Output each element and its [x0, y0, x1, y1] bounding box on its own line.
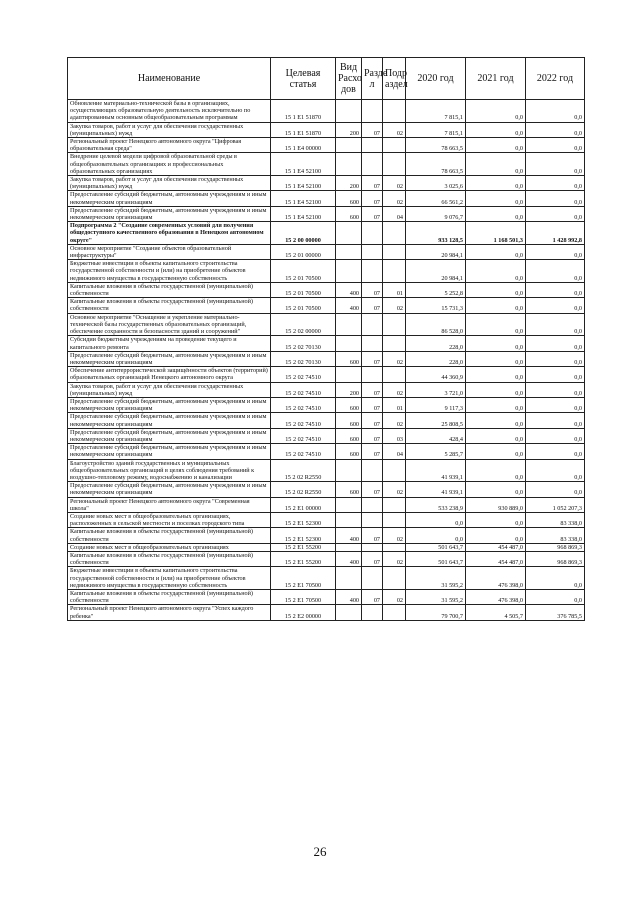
cell-subsection	[383, 543, 406, 551]
cell-name: Региональный проект Ненецкого автономного округа "Современная школа"	[68, 497, 271, 512]
cell-section	[362, 497, 383, 512]
cell-year-2022: 0,0	[526, 444, 585, 459]
cell-name: Предоставление субсидий бюджетным, автономным учреждениям и иным некоммерческим организациям	[68, 206, 271, 221]
cell-year-2020: 3 721,0	[406, 382, 466, 397]
cell-section: 07	[362, 444, 383, 459]
cell-target-article: 15 2 E1 55200	[271, 543, 336, 551]
cell-name: Подпрограмма 2 "Создание современных условий для получения общедоступного качественного образования в Ненецком автономном округе"	[68, 222, 271, 245]
cell-year-2021: 0,0	[466, 191, 526, 206]
cell-year-2022: 1 052 207,3	[526, 497, 585, 512]
cell-section: 07	[362, 206, 383, 221]
table-row	[68, 351, 585, 366]
cell-section: 07	[362, 528, 383, 543]
table-row	[68, 367, 585, 382]
cell-year-2021: 0,0	[466, 153, 526, 176]
cell-name: Предоставление субсидий бюджетным, автономным учреждениям и иным некоммерческим организациям	[68, 351, 271, 366]
cell-name: Предоставление субсидий бюджетным, автономным учреждениям и иным некоммерческим организациям	[68, 482, 271, 497]
cell-year-2020: 5 285,7	[406, 444, 466, 459]
table-row	[68, 444, 585, 459]
cell-expense-type	[336, 567, 362, 590]
cell-expense-type: 200	[336, 176, 362, 191]
cell-year-2021: 0,0	[466, 313, 526, 336]
cell-expense-type: 600	[336, 482, 362, 497]
cell-subsection: 02	[383, 482, 406, 497]
cell-expense-type: 200	[336, 122, 362, 137]
cell-subsection	[383, 336, 406, 351]
cell-year-2020: 79 700,7	[406, 605, 466, 620]
cell-expense-type	[336, 153, 362, 176]
cell-year-2020: 0,0	[406, 528, 466, 543]
cell-target-article: 15 2 E1 52300	[271, 512, 336, 527]
cell-year-2020: 31 595,2	[406, 590, 466, 605]
cell-subsection	[383, 222, 406, 245]
cell-year-2021: 0,0	[466, 100, 526, 123]
cell-expense-type	[336, 313, 362, 336]
cell-expense-type	[336, 543, 362, 551]
cell-year-2022: 0,0	[526, 244, 585, 259]
cell-year-2022: 0,0	[526, 206, 585, 221]
cell-target-article: 15 2 02 70130	[271, 336, 336, 351]
cell-year-2021: 0,0	[466, 482, 526, 497]
cell-year-2020: 20 984,1	[406, 244, 466, 259]
cell-section: 07	[362, 191, 383, 206]
cell-target-article: 15 2 02 R2550	[271, 482, 336, 497]
table-row	[68, 244, 585, 259]
cell-target-article: 15 2 02 74510	[271, 367, 336, 382]
cell-subsection: 04	[383, 206, 406, 221]
cell-target-article: 15 2 02 R2550	[271, 459, 336, 482]
cell-target-article: 15 1 E4 00000	[271, 138, 336, 153]
cell-year-2022: 0,0	[526, 336, 585, 351]
header-subsection: Подр аздел	[383, 58, 406, 100]
cell-year-2020: 86 528,0	[406, 313, 466, 336]
cell-year-2021: 0,0	[466, 282, 526, 297]
cell-expense-type	[336, 222, 362, 245]
cell-subsection	[383, 244, 406, 259]
table-row	[68, 551, 585, 566]
cell-year-2021: 0,0	[466, 176, 526, 191]
table-row	[68, 382, 585, 397]
cell-section: 07	[362, 282, 383, 297]
cell-section	[362, 138, 383, 153]
cell-year-2021: 930 889,0	[466, 497, 526, 512]
cell-target-article: 15 2 E1 00000	[271, 497, 336, 512]
cell-target-article: 15 1 E1 51870	[271, 122, 336, 137]
cell-year-2021: 1 168 501,3	[466, 222, 526, 245]
cell-expense-type: 400	[336, 298, 362, 313]
cell-target-article: 15 2 00 00000	[271, 222, 336, 245]
cell-target-article: 15 1 E4 52100	[271, 191, 336, 206]
cell-year-2020: 9 076,7	[406, 206, 466, 221]
cell-year-2021: 0,0	[466, 244, 526, 259]
cell-subsection: 02	[383, 176, 406, 191]
cell-section: 07	[362, 397, 383, 412]
cell-year-2022: 0,0	[526, 122, 585, 137]
cell-name: Обновление материально-технической базы в организациях, осуществляющих образовательную деятельность исключительно по адаптированным основным общеобразовательным программам	[68, 100, 271, 123]
cell-name: Предоставление субсидий бюджетным, автономным учреждениям и иным некоммерческим организациям	[68, 413, 271, 428]
cell-year-2020: 31 595,2	[406, 567, 466, 590]
cell-year-2021: 476 398,0	[466, 567, 526, 590]
header-section: Разде л	[362, 58, 383, 100]
cell-subsection: 02	[383, 191, 406, 206]
cell-year-2021: 0,0	[466, 459, 526, 482]
table-row	[68, 222, 585, 245]
cell-year-2020: 533 238,9	[406, 497, 466, 512]
cell-subsection: 03	[383, 428, 406, 443]
cell-target-article: 15 2 01 70500	[271, 282, 336, 297]
table-row	[68, 100, 585, 123]
cell-name: Капитальные вложения в объекты государственной (муниципальной) собственности	[68, 282, 271, 297]
cell-name: Создание новых мест в общеобразовательных организациях, расположенных в сельской местности и поселках городского типа	[68, 512, 271, 527]
table-row	[68, 260, 585, 283]
cell-expense-type	[336, 512, 362, 527]
cell-expense-type: 600	[336, 413, 362, 428]
cell-section	[362, 153, 383, 176]
cell-expense-type: 400	[336, 282, 362, 297]
cell-expense-type: 600	[336, 351, 362, 366]
cell-subsection	[383, 153, 406, 176]
cell-year-2020: 41 939,1	[406, 459, 466, 482]
table-row	[68, 313, 585, 336]
cell-target-article: 15 2 01 70500	[271, 260, 336, 283]
cell-year-2022: 83 338,0	[526, 512, 585, 527]
cell-target-article: 15 2 02 00000	[271, 313, 336, 336]
cell-year-2021: 0,0	[466, 444, 526, 459]
cell-target-article: 15 2 E1 55200	[271, 551, 336, 566]
cell-year-2022: 0,0	[526, 153, 585, 176]
cell-expense-type: 400	[336, 528, 362, 543]
cell-name: Основное мероприятие "Оснащение и укрепление материально-технической базы государственных образовательных организаций, обеспечение сохранности и безопасности зданий и сооружений"	[68, 313, 271, 336]
cell-expense-type: 600	[336, 206, 362, 221]
header-year-2021: 2021 год	[466, 58, 526, 100]
cell-section: 07	[362, 122, 383, 137]
cell-section	[362, 459, 383, 482]
cell-year-2022: 0,0	[526, 260, 585, 283]
cell-year-2022: 0,0	[526, 413, 585, 428]
cell-section: 07	[362, 382, 383, 397]
table-row	[68, 528, 585, 543]
table-row	[68, 298, 585, 313]
cell-year-2020: 9 117,3	[406, 397, 466, 412]
cell-section	[362, 100, 383, 123]
cell-target-article: 15 1 E1 51870	[271, 100, 336, 123]
cell-expense-type	[336, 367, 362, 382]
cell-year-2022: 0,0	[526, 138, 585, 153]
cell-target-article: 15 1 E4 52100	[271, 206, 336, 221]
cell-expense-type: 600	[336, 428, 362, 443]
cell-name: Закупка товаров, работ и услуг для обеспечения государственных (муниципальных) нужд	[68, 176, 271, 191]
cell-name: Предоставление субсидий бюджетным, автономным учреждениям и иным некоммерческим организациям	[68, 428, 271, 443]
cell-section	[362, 244, 383, 259]
cell-expense-type	[336, 244, 362, 259]
cell-target-article: 15 1 E4 52100	[271, 176, 336, 191]
cell-subsection	[383, 100, 406, 123]
cell-year-2022: 968 869,3	[526, 543, 585, 551]
cell-subsection	[383, 605, 406, 620]
cell-name: Бюджетные инвестиции в объекты капитального строительства государственной собственности и (или) на приобретение объектов недвижимого имущества в государственную собственность	[68, 260, 271, 283]
cell-target-article: 15 2 02 74510	[271, 397, 336, 412]
cell-year-2022: 0,0	[526, 482, 585, 497]
cell-year-2020: 933 128,5	[406, 222, 466, 245]
cell-expense-type: 200	[336, 382, 362, 397]
cell-year-2021: 0,0	[466, 528, 526, 543]
cell-year-2020: 41 939,1	[406, 482, 466, 497]
cell-subsection: 04	[383, 444, 406, 459]
header-row	[68, 58, 585, 100]
cell-year-2020: 15 731,3	[406, 298, 466, 313]
cell-section: 07	[362, 428, 383, 443]
table-body	[68, 100, 585, 621]
cell-year-2021: 0,0	[466, 138, 526, 153]
cell-name: Капитальные вложения в объекты государственной (муниципальной) собственности	[68, 298, 271, 313]
cell-name: Бюджетные инвестиции в объекты капитального строительства государственной собственности и (или) на приобретение объектов недвижимого имущества в государственную собственность	[68, 567, 271, 590]
cell-section: 07	[362, 590, 383, 605]
cell-target-article: 15 2 E1 70500	[271, 567, 336, 590]
cell-subsection: 01	[383, 397, 406, 412]
cell-year-2020: 228,0	[406, 336, 466, 351]
cell-year-2020: 501 643,7	[406, 551, 466, 566]
cell-expense-type: 600	[336, 397, 362, 412]
cell-year-2022: 0,0	[526, 282, 585, 297]
cell-expense-type: 400	[336, 551, 362, 566]
cell-year-2022: 0,0	[526, 191, 585, 206]
cell-subsection	[383, 497, 406, 512]
cell-subsection: 02	[383, 590, 406, 605]
cell-year-2022: 0,0	[526, 298, 585, 313]
cell-target-article: 15 2 02 74510	[271, 428, 336, 443]
cell-name: Создание новых мест в общеобразовательных организациях	[68, 543, 271, 551]
cell-section	[362, 605, 383, 620]
cell-year-2020: 78 663,5	[406, 138, 466, 153]
cell-name: Благоустройство зданий государственных и муниципальных общеобразовательных организаций в целях соблюдения требований к воздушно-тепловому режиму, водоснабжению и канализации	[68, 459, 271, 482]
cell-subsection: 02	[383, 551, 406, 566]
table-row	[68, 543, 585, 551]
cell-section: 07	[362, 551, 383, 566]
cell-subsection	[383, 459, 406, 482]
cell-year-2021: 0,0	[466, 122, 526, 137]
cell-name: Закупка товаров, работ и услуг для обеспечения государственных (муниципальных) нужд	[68, 122, 271, 137]
cell-year-2021: 0,0	[466, 260, 526, 283]
header-target-article: Целевая статья	[271, 58, 336, 100]
cell-section	[362, 260, 383, 283]
cell-section: 07	[362, 413, 383, 428]
cell-year-2021: 0,0	[466, 397, 526, 412]
cell-year-2020: 5 252,8	[406, 282, 466, 297]
cell-subsection: 01	[383, 282, 406, 297]
table-row	[68, 482, 585, 497]
cell-year-2021: 4 505,7	[466, 605, 526, 620]
cell-year-2022: 968 869,3	[526, 551, 585, 566]
cell-year-2022: 0,0	[526, 176, 585, 191]
cell-expense-type	[336, 260, 362, 283]
cell-target-article: 15 2 02 70130	[271, 351, 336, 366]
cell-year-2022: 0,0	[526, 459, 585, 482]
cell-year-2022: 0,0	[526, 428, 585, 443]
cell-year-2021: 454 487,0	[466, 543, 526, 551]
table-row	[68, 191, 585, 206]
cell-year-2020: 25 808,5	[406, 413, 466, 428]
cell-name: Капитальные вложения в объекты государственной (муниципальной) собственности	[68, 551, 271, 566]
cell-year-2022: 0,0	[526, 367, 585, 382]
cell-target-article: 15 2 E2 00000	[271, 605, 336, 620]
cell-target-article: 15 2 02 74510	[271, 444, 336, 459]
cell-subsection	[383, 260, 406, 283]
cell-expense-type	[336, 336, 362, 351]
cell-year-2020: 20 984,1	[406, 260, 466, 283]
cell-subsection: 02	[383, 351, 406, 366]
cell-subsection	[383, 567, 406, 590]
table-row	[68, 206, 585, 221]
cell-expense-type	[336, 497, 362, 512]
cell-year-2021: 0,0	[466, 336, 526, 351]
cell-expense-type: 600	[336, 191, 362, 206]
cell-section: 07	[362, 298, 383, 313]
table-row	[68, 153, 585, 176]
cell-year-2020: 0,0	[406, 512, 466, 527]
cell-year-2022: 0,0	[526, 397, 585, 412]
cell-section	[362, 367, 383, 382]
cell-year-2022: 83 338,0	[526, 528, 585, 543]
cell-expense-type: 600	[336, 444, 362, 459]
cell-year-2021: 0,0	[466, 428, 526, 443]
cell-target-article: 15 2 02 74510	[271, 382, 336, 397]
cell-section: 07	[362, 176, 383, 191]
cell-name: Региональный проект Ненецкого автономного округа "Успех каждого ребенка"	[68, 605, 271, 620]
cell-year-2022: 0,0	[526, 100, 585, 123]
cell-year-2020: 7 815,1	[406, 100, 466, 123]
cell-section	[362, 313, 383, 336]
cell-section	[362, 222, 383, 245]
cell-name: Субсидии бюджетным учреждениям на проведение текущего и капитального ремонта	[68, 336, 271, 351]
cell-year-2021: 0,0	[466, 367, 526, 382]
cell-expense-type	[336, 459, 362, 482]
cell-target-article: 15 2 E1 52300	[271, 528, 336, 543]
cell-subsection: 02	[383, 298, 406, 313]
table-row	[68, 512, 585, 527]
page-number: 26	[313, 844, 327, 859]
cell-target-article: 15 2 E1 70500	[271, 590, 336, 605]
cell-year-2021: 0,0	[466, 206, 526, 221]
cell-year-2020: 228,0	[406, 351, 466, 366]
cell-year-2021: 0,0	[466, 512, 526, 527]
cell-target-article: 15 2 01 00000	[271, 244, 336, 259]
cell-name: Предоставление субсидий бюджетным, автономным учреждениям и иным некоммерческим организациям	[68, 191, 271, 206]
table-row	[68, 176, 585, 191]
table-row	[68, 282, 585, 297]
cell-subsection	[383, 138, 406, 153]
cell-expense-type	[336, 138, 362, 153]
header-year-2022: 2022 год	[526, 58, 585, 100]
cell-subsection	[383, 313, 406, 336]
cell-subsection: 02	[383, 528, 406, 543]
cell-subsection	[383, 367, 406, 382]
cell-year-2021: 0,0	[466, 298, 526, 313]
cell-name: Основное мероприятие "Создание объектов образовательной инфраструктуры"	[68, 244, 271, 259]
cell-subsection: 02	[383, 382, 406, 397]
cell-year-2020: 78 663,5	[406, 153, 466, 176]
cell-name: Обеспечение антитеррористической защищённости объектов (территорий) образовательных организаций Ненецкого автономного округа	[68, 367, 271, 382]
table-row	[68, 138, 585, 153]
cell-subsection: 02	[383, 122, 406, 137]
cell-year-2020: 44 360,9	[406, 367, 466, 382]
cell-year-2021: 454 487,0	[466, 551, 526, 566]
cell-name: Региональный проект Ненецкого автономного округа "Цифровая образовательная среда"	[68, 138, 271, 153]
cell-year-2020: 7 815,1	[406, 122, 466, 137]
cell-section	[362, 512, 383, 527]
table-row	[68, 413, 585, 428]
cell-section	[362, 567, 383, 590]
cell-name: Закупка товаров, работ и услуг для обеспечения государственных (муниципальных) нужд	[68, 382, 271, 397]
table-row	[68, 567, 585, 590]
header-expense-type: Вид Расхо дов	[336, 58, 362, 100]
cell-year-2021: 0,0	[466, 413, 526, 428]
cell-year-2022: 0,0	[526, 351, 585, 366]
header-name: Наименование	[68, 58, 271, 100]
table-row	[68, 428, 585, 443]
cell-name: Внедрение целевой модели цифровой образовательной среды в общеобразовательных организациях и профессиональных образовательных организациях	[68, 153, 271, 176]
table-row	[68, 336, 585, 351]
table-row	[68, 605, 585, 620]
cell-year-2021: 0,0	[466, 351, 526, 366]
cell-name: Капитальные вложения в объекты государственной (муниципальной) собственности	[68, 590, 271, 605]
cell-section: 07	[362, 351, 383, 366]
cell-section	[362, 543, 383, 551]
cell-year-2020: 3 025,6	[406, 176, 466, 191]
cell-year-2021: 0,0	[466, 382, 526, 397]
cell-year-2022: 0,0	[526, 590, 585, 605]
cell-target-article: 15 1 E4 52100	[271, 153, 336, 176]
cell-year-2022: 0,0	[526, 313, 585, 336]
cell-section: 07	[362, 482, 383, 497]
cell-section	[362, 336, 383, 351]
cell-year-2020: 66 561,2	[406, 191, 466, 206]
budget-table	[67, 57, 585, 621]
table-row	[68, 122, 585, 137]
table-row	[68, 397, 585, 412]
cell-expense-type: 400	[336, 590, 362, 605]
table-row	[68, 459, 585, 482]
cell-expense-type	[336, 100, 362, 123]
cell-year-2022: 376 785,5	[526, 605, 585, 620]
cell-year-2020: 501 643,7	[406, 543, 466, 551]
cell-year-2022: 0,0	[526, 567, 585, 590]
cell-year-2021: 476 398,0	[466, 590, 526, 605]
cell-expense-type	[336, 605, 362, 620]
cell-target-article: 15 2 01 70500	[271, 298, 336, 313]
cell-year-2020: 428,4	[406, 428, 466, 443]
cell-name: Предоставление субсидий бюджетным, автономным учреждениям и иным некоммерческим организациям	[68, 444, 271, 459]
cell-target-article: 15 2 02 74510	[271, 413, 336, 428]
cell-subsection: 02	[383, 413, 406, 428]
cell-name: Предоставление субсидий бюджетным, автономным учреждениям и иным некоммерческим организациям	[68, 397, 271, 412]
cell-subsection	[383, 512, 406, 527]
table-row	[68, 497, 585, 512]
table-row	[68, 590, 585, 605]
header-year-2020: 2020 год	[406, 58, 466, 100]
cell-year-2022: 1 428 992,8	[526, 222, 585, 245]
cell-name: Капитальные вложения в объекты государственной (муниципальной) собственности	[68, 528, 271, 543]
cell-year-2022: 0,0	[526, 382, 585, 397]
